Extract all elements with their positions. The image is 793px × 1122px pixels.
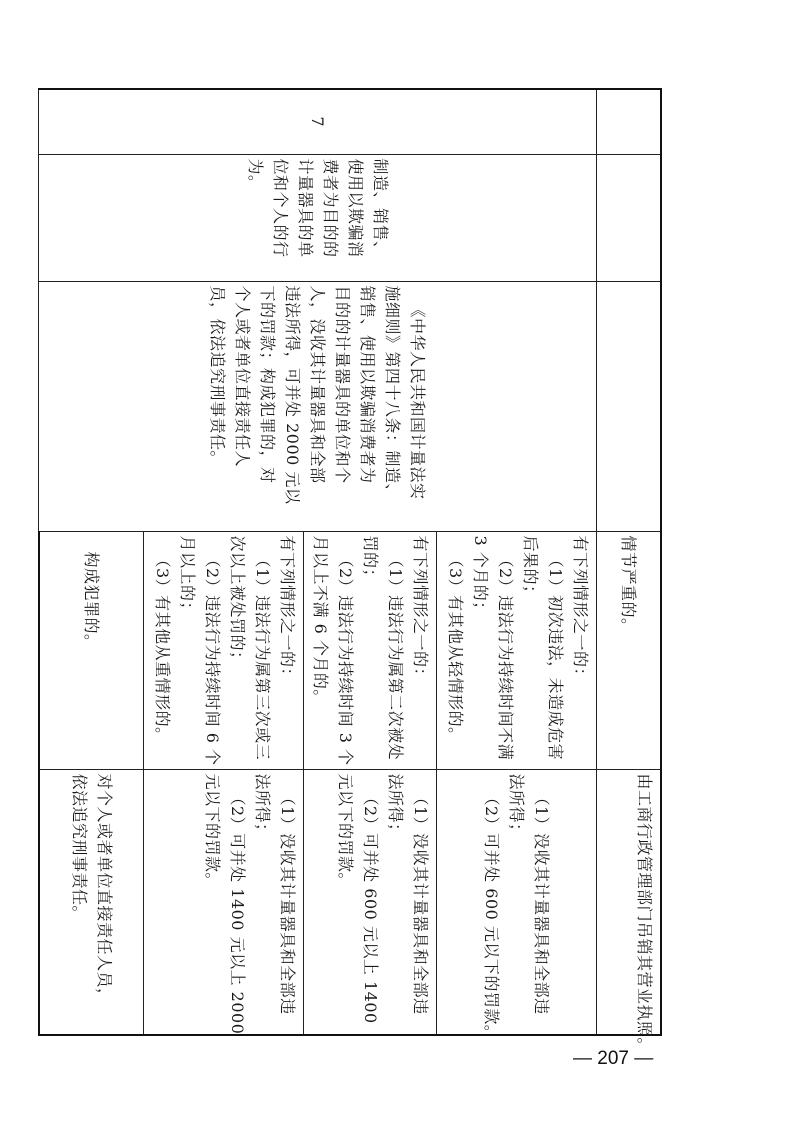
basis-line: 违法所得，可并处 2000 元以: [283, 285, 303, 505]
cell-circumstance-crime: [39, 531, 144, 769]
cell-no-empty: [597, 89, 661, 154]
penalty-line: 法所得；: [386, 773, 406, 840]
rotated-page-content: [69, 88, 662, 1055]
penalty-standards-table: [38, 88, 662, 1055]
circumstance-line: （3）有其他从轻情形的。: [446, 551, 466, 744]
penalty-line: （2）可并处 1400 元以上 2000: [228, 789, 248, 1035]
basis-line: 施细则》第四十八条：制造、: [383, 285, 403, 501]
penalty-line: （1）没收其计量器具和全部违: [532, 789, 552, 1015]
basis-line: 个人或者单位直接责任人: [233, 285, 253, 468]
basis-line: 员，依法追究刑事责任。: [208, 285, 228, 468]
behavior-line: 使用以欺骗消: [346, 158, 365, 258]
penalty-line: 元以下的罚款。: [203, 773, 223, 890]
circumstance-line: 次以上被处罚的；: [228, 535, 248, 668]
row-number: 7: [308, 116, 328, 128]
circumstance-line: （2）违法行为持续时间 3 个: [336, 551, 356, 766]
circumstance-line: 有下列情形之一的：: [571, 535, 591, 685]
circumstance-line: 月以上的；: [178, 535, 198, 619]
cell-circumstance-severe: [597, 531, 661, 769]
circumstance-line: 有下列情形之一的：: [411, 535, 431, 685]
circumstance-text: 情节严重的。: [619, 535, 639, 635]
basis-line: 人，没收其计量器具和全部: [308, 285, 328, 484]
circumstance-line: 后果的；: [521, 535, 541, 602]
cell-circumstance-light: [437, 531, 597, 769]
circumstance-line: （2）违法行为持续时间不满: [496, 551, 516, 761]
cell-penalty-general: [304, 769, 437, 1035]
circumstance-line: 罚的；: [361, 535, 381, 586]
penalty-line: （2）可并处 600 元以上 1400: [361, 789, 381, 1024]
cell-penalty-crime: [39, 769, 144, 1035]
behavior-line: 位和个人的行: [271, 158, 290, 258]
penalty-line: 依法追究刑事责任。: [69, 773, 89, 923]
circumstance-line: （3）有其他从重情形的。: [153, 551, 173, 744]
cell-behavior-empty: [597, 154, 661, 281]
table-row-previous: [597, 89, 661, 1035]
penalty-line: 对个人或者单位直接责任人员，: [94, 773, 114, 1005]
basis-line: 《中华人民共和国计量法实: [408, 301, 428, 500]
behavior-line: 费者为目的的: [321, 158, 340, 258]
behavior-line: 计量器具的单: [296, 158, 315, 258]
behavior-line: 为。: [246, 158, 265, 192]
penalty-line: （1）没收其计量器具和全部违: [411, 789, 431, 1015]
behavior-line: 制造、销售、: [371, 158, 390, 258]
table-row-7-light: [437, 89, 597, 1035]
penalty-line: 法所得；: [253, 773, 273, 840]
cell-circumstance-general: [304, 531, 437, 769]
circumstance-line: （1）违法行为属第二次被处: [386, 551, 406, 761]
penalty-line: 法所得；: [507, 773, 527, 840]
cell-penalty-revoke-license: [597, 769, 661, 1055]
penalty-line: （1）没收其计量器具和全部违: [278, 789, 298, 1015]
circumstance-line: 构成犯罪的。: [82, 551, 102, 651]
penalty-line: 元以下的罚款。: [336, 773, 356, 890]
basis-line: 目的的计量器具的单位和个: [333, 285, 353, 484]
penalty-text: 由工商行政管理部门吊销其营业执照。: [635, 773, 654, 1055]
circumstance-line: 有下列情形之一的：: [278, 535, 298, 685]
cell-basis-empty: [597, 281, 661, 531]
cell-violation-behavior: [39, 154, 597, 281]
cell-row-number: [39, 89, 597, 154]
cell-penalty-serious: [144, 769, 304, 1035]
circumstance-line: （1）初次违法，未造成危害: [546, 551, 566, 761]
page-number: — 207 —: [573, 1048, 654, 1069]
basis-line: 下的罚款；构成犯罪的，对: [258, 285, 278, 484]
circumstance-line: 3 个月的；: [471, 535, 491, 618]
penalty-line: （2）可并处 600 元以下的罚款。: [482, 789, 502, 1042]
basis-line: 销售、使用以欺骗消费者为: [358, 285, 378, 484]
circumstance-line: 月以上不满 6 个月的。: [311, 535, 331, 706]
circumstance-line: （1）违法行为属第三次或三: [253, 551, 273, 761]
cell-legal-basis: [39, 281, 597, 531]
cell-penalty-light: [437, 769, 597, 1042]
circumstance-line: （2）违法行为持续时间 6 个: [203, 551, 223, 766]
cell-circumstance-serious: [144, 531, 304, 769]
